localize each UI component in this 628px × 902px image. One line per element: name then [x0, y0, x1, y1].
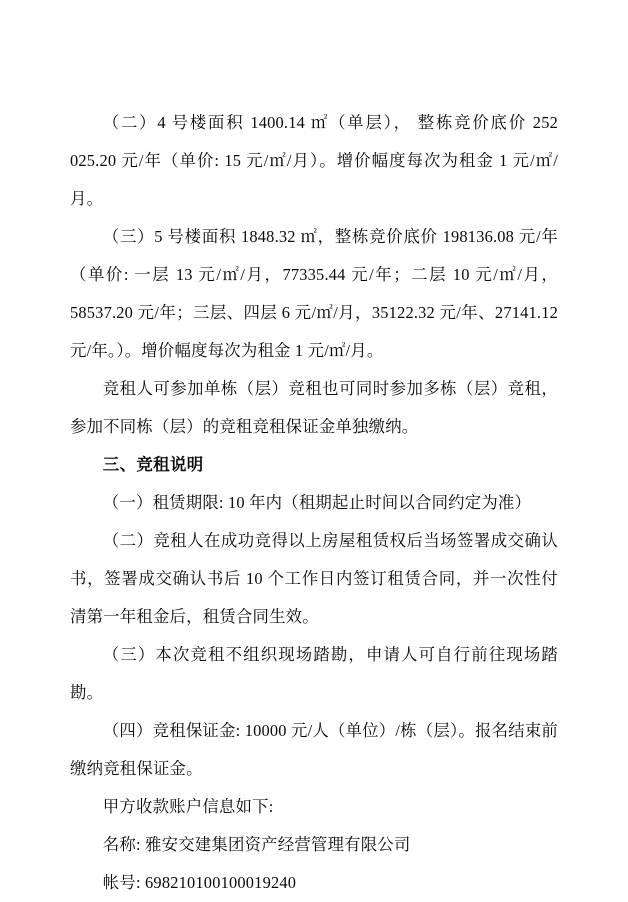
- account-name-line: 名称: 雅安交建集团资产经营管理有限公司: [102, 835, 411, 854]
- paragraph-clause-3-building5: （三）5 号楼面积 1848.32 ㎡，整栋竞价底价 198136.08 元/年（单价: 一层 13 元/㎡/月，77335.44 元/年；二层 10 元/㎡/月，58537.20 元/年；三层、四层 6 元/㎡/月，35122.32 元/年、27141.12 元/年。）。增价幅度每次为租金 1 元/㎡/月。: [70, 227, 563, 360]
- section-heading-bidding-instructions: 三、竞租说明: [102, 455, 204, 474]
- section-item-deposit: （四）竞租保证金: 10000 元/人（单位）/栋（层）。报名结束前缴纳竞租保证金。: [70, 721, 558, 778]
- account-info-intro: 甲方收款账户信息如下:: [102, 797, 274, 816]
- section-item-site-visit: （三）本次竞租不组织现场踏勘，申请人可自行前往现场踏勘。: [70, 645, 558, 702]
- account-number-line: 帐号: 698210100100019240: [102, 873, 297, 892]
- paragraph-clause-2-building4: （二）4 号楼面积 1400.14 ㎡（单层）， 整栋竞价底价 252 025.20 元/年（单价: 15 元/㎡/月）。增价幅度每次为租金 1 元/㎡/月。: [70, 113, 563, 208]
- section-item-confirmation: （二）竞租人在成功竞得以上房屋租赁权后当场签署成交确认书，签署成交确认书后 10 个工作日内签订租赁合同，并一次性付清第一年租金后，租赁合同生效。: [70, 531, 558, 626]
- section-item-lease-term: （一）租赁期限: 10 年内（租期起止时间以合同约定为准）: [102, 493, 532, 512]
- paragraph-bidder-note: 竞租人可参加单栋（层）竞租也可同时参加多栋（层）竞租，参加不同栋（层）的竞租竞租保证金单独缴纳。: [70, 379, 558, 436]
